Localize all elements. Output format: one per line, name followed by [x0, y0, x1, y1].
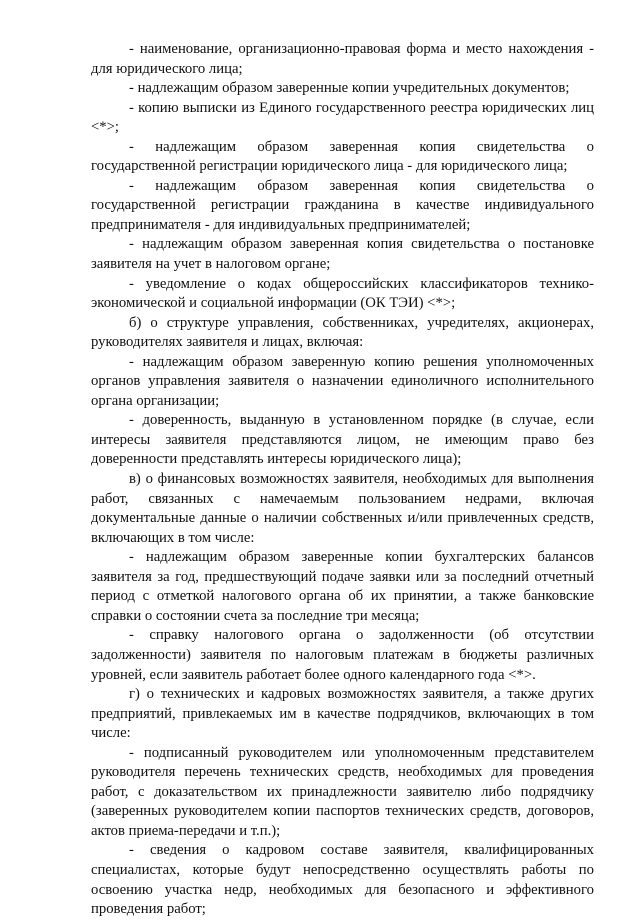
- paragraph-3: - копию выписки из Единого государственного реестра юридических лиц <*>;: [91, 99, 594, 136]
- paragraph-12: - надлежащим образом заверенные копии бухгалтерских балансов заявителя за год, предшествующий подаче заявки или за последний отчетный период с отметкой налогового органа об их принятии, а также банковские справки о состоянии счета за последние три месяца;: [91, 549, 594, 624]
- paragraph-14: г) о технических и кадровых возможностях заявителя, а также других предприятий, привлекаемых им в качестве подрядчиков, включающих в том числе:: [91, 686, 594, 742]
- paragraph-5: - надлежащим образом заверенная копия свидетельства о государственной регистрации гражданина в качестве индивидуального предпринимателя - для индивидуальных предпринимателей;: [91, 177, 594, 233]
- paragraph-11: в) о финансовых возможностях заявителя, необходимых для выполнения работ, связанных с намечаемым пользованием недрами, включая документальные данные о наличии собственных и/или привлеченных средств, включающих в том числе:: [91, 471, 594, 546]
- paragraph-7: - уведомление о кодах общероссийских классификаторов технико-экономической и социальной информации (ОК ТЭИ) <*>;: [91, 275, 594, 312]
- paragraph-10: - доверенность, выданную в установленном порядке (в случае, если интересы заявителя представляются лицом, не имеющим право без доверенности представлять интересы юридического лица);: [91, 412, 594, 468]
- paragraph-4: - надлежащим образом заверенная копия свидетельства о государственной регистрации юридического лица - для юридического лица;: [91, 138, 594, 175]
- paragraph-2: - надлежащим образом заверенные копии учредительных документов;: [129, 80, 570, 97]
- paragraph-9: - надлежащим образом заверенную копию решения уполномоченных органов управления заявителя о назначении единоличного исполнительного органа организации;: [91, 353, 594, 409]
- paragraph-15: - подписанный руководителем или уполномоченным представителем руководителя перечень технических средств, необходимых для проведения работ, с доказательством их принадлежности заявителю либо подрядчику (заверенных руководителем копии паспортов технических средств, договоров, актов приема-передачи и т.п.);: [91, 744, 594, 839]
- paragraph-8: б) о структуре управления, собственниках, учредителях, акционерах, руководителях заявителя и лицах, включая:: [91, 314, 594, 351]
- paragraph-1: - наименование, организационно-правовая форма и место нахождения - для юридического лица;: [91, 41, 594, 77]
- paragraph-6: - надлежащим образом заверенная копия свидетельства о постановке заявителя на учет в налоговом органе;: [91, 236, 594, 273]
- paragraph-13: - справку налогового органа о задолженности (об отсутствии задолженности) заявителя по налоговым платежам в бюджеты различных уровней, если заявитель работает более одного календарного года <*>.: [91, 627, 594, 683]
- paragraph-16: - сведения о кадровом составе заявителя, квалифицированных специалистах, которые будут непосредственно осуществлять работы по освоению участка недр, необходимых для безопасного и эффективного проведения работ;: [91, 842, 594, 918]
- document-page: [91, 40, 594, 920]
